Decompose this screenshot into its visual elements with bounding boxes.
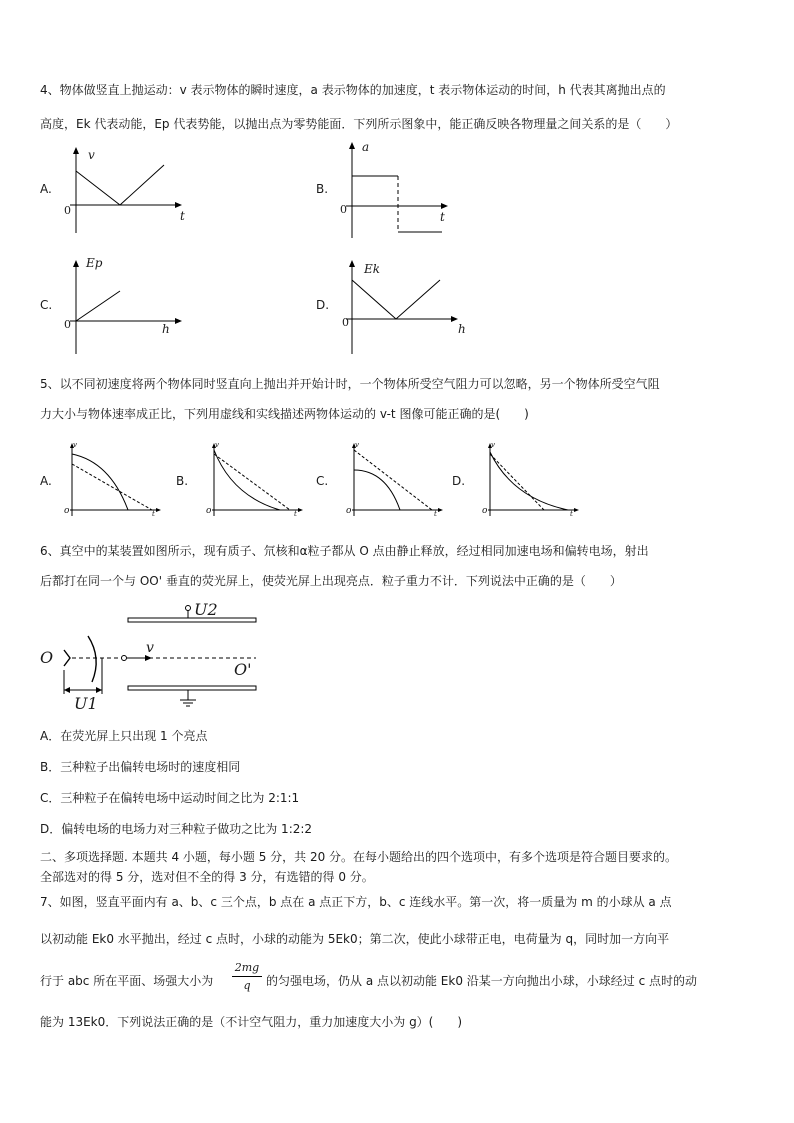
- q4-option-b-label[interactable]: B.: [316, 182, 329, 196]
- q5-graph-c: [342, 440, 447, 520]
- q6-text-line1: 6、真空中的某装置如图所示，现有质子、氘核和α粒子都从 O 点由静止释放，经过相同加速电场和偏转电场，射出: [40, 544, 649, 558]
- q5-graph-a-xlabel: t: [152, 510, 155, 518]
- q7-fraction-denominator: q: [243, 979, 251, 992]
- q5-option-d-label[interactable]: D.: [452, 474, 466, 488]
- q7-text-line3-pre: 行于 abc 所在平面、场强大小为: [40, 974, 214, 988]
- q5-graph-d-xlabel: t: [570, 510, 573, 518]
- q5-graph-d: [478, 440, 583, 520]
- q5-graph-c-xlabel: t: [434, 510, 437, 518]
- q5-text-line1: 5、以不同初速度将两个物体同时竖直向上抛出并开始计时，一个物体所受空气阻力可以忽略，另一个物体所受空气阻: [40, 377, 660, 391]
- section2-instructions-line2: 全部选对的得 5 分，选对但不全的得 3 分，有选错的得 0 分。: [40, 870, 374, 884]
- q5-graph-d-origin: o: [482, 506, 488, 516]
- q5-graph-c-origin: o: [346, 506, 352, 516]
- q4-text-line1: 4、物体做竖直上抛运动：v 表示物体的瞬时速度，a 表示物体的加速度，t 表示物体运动的时间，h 代表其离抛出点的: [40, 83, 666, 97]
- q5-graph-a-ylabel: v: [73, 441, 77, 449]
- q6-option-b[interactable]: B．三种粒子出偏转电场时的速度相同: [40, 760, 241, 774]
- q6-figure-v-label: v: [146, 640, 154, 656]
- q4-option-c-label[interactable]: C.: [40, 298, 53, 312]
- q4-graph-d-xlabel: h: [458, 322, 466, 336]
- q6-figure-o-prime-label: O': [234, 660, 252, 679]
- q4-graph-d-ylabel: Ek: [364, 262, 381, 276]
- q5-graph-d-ylabel: v: [491, 441, 495, 449]
- q4-graph-c-ylabel: Ep: [86, 256, 103, 270]
- q4-graph-a-xlabel: t: [180, 209, 185, 223]
- q5-option-b-label[interactable]: B.: [176, 474, 189, 488]
- q6-figure-u1-label: U1: [74, 694, 98, 713]
- q5-graph-b-xlabel: t: [294, 510, 297, 518]
- q4-graph-a-ylabel: v: [88, 148, 95, 162]
- q5-option-c-label[interactable]: C.: [316, 474, 329, 488]
- q6-text-line2: 后都打在同一个与 OO' 垂直的荧光屏上，使荧光屏上出现亮点．粒子重力不计．下列说法中正确的是（ ）: [40, 574, 622, 588]
- q7-text-line1: 7、如图，竖直平面内有 a、b、c 三个点，b 点在 a 点正下方，b、c 连线水平。第一次，将一质量为 m 的小球从 a 点: [40, 895, 672, 909]
- q7-fraction-numerator: 2mg: [234, 961, 260, 974]
- q4-graph-b: [336, 140, 456, 240]
- q4-graph-d-origin: 0: [342, 316, 349, 329]
- q4-graph-c-origin: 0: [64, 318, 71, 331]
- q4-option-a-label[interactable]: A.: [40, 182, 52, 196]
- q5-graph-c-ylabel: v: [355, 441, 359, 449]
- q7-text-line2: 以初动能 Ek0 水平抛出，经过 c 点时，小球的动能为 5Ek0；第二次，使此小球带正电，电荷量为 q，同时加一方向平: [40, 932, 670, 946]
- q6-option-d[interactable]: D．偏转电场的电场力对三种粒子做功之比为 1:2:2: [40, 822, 313, 836]
- q5-graph-b-ylabel: v: [215, 441, 219, 449]
- q4-text-line2: 高度，Ek 代表动能，Ep 代表势能，以抛出点为零势能面．下列所示图象中，能正确反映各物理量之间关系的是（ ）: [40, 117, 678, 131]
- q4-graph-b-ylabel: a: [362, 140, 370, 154]
- q5-graph-b-origin: o: [206, 506, 212, 516]
- q4-graph-a-origin: 0: [64, 204, 71, 217]
- q4-option-d-label[interactable]: D.: [316, 298, 330, 312]
- q5-graph-b: [202, 440, 307, 520]
- q6-option-c[interactable]: C．三种粒子在偏转电场中运动时间之比为 2:1:1: [40, 791, 300, 805]
- q5-text-line2: 力大小与物体速率成正比，下列用虚线和实线描述两物体运动的 v-t 图像可能正确的是( ): [40, 407, 529, 421]
- q5-graph-a: [60, 440, 165, 520]
- q5-graph-a-origin: o: [64, 506, 70, 516]
- section2-instructions-line1: 二、多项选择题. 本题共 4 小题，每小题 5 分，共 20 分。在每小题给出的四个选项中，有多个选项是符合题目要求的。: [40, 850, 678, 864]
- q4-graph-b-origin: 0: [340, 203, 347, 216]
- q4-graph-d: [336, 258, 466, 356]
- q7-text-line3-post: 的匀强电场，仍从 a 点以初动能 Ek0 沿某一方向抛出小球，小球经过 c 点时的动: [266, 974, 698, 988]
- q4-graph-c-xlabel: h: [162, 322, 170, 336]
- q6-option-a[interactable]: A．在荧光屏上只出现 1 个亮点: [40, 729, 208, 743]
- q7-fraction-bar: [232, 976, 262, 977]
- q6-figure-o-label: O: [40, 648, 54, 667]
- q6-figure-u2-label: U2: [194, 600, 218, 619]
- q4-graph-c: [60, 258, 190, 356]
- q5-option-a-label[interactable]: A.: [40, 474, 52, 488]
- q7-text-line4: 能为 13Ek0．下列说法正确的是（不计空气阻力，重力加速度大小为 g）( ): [40, 1015, 463, 1029]
- q4-graph-a: [60, 145, 190, 235]
- q6-apparatus-figure: [36, 598, 276, 716]
- q4-graph-b-xlabel: t: [440, 210, 445, 224]
